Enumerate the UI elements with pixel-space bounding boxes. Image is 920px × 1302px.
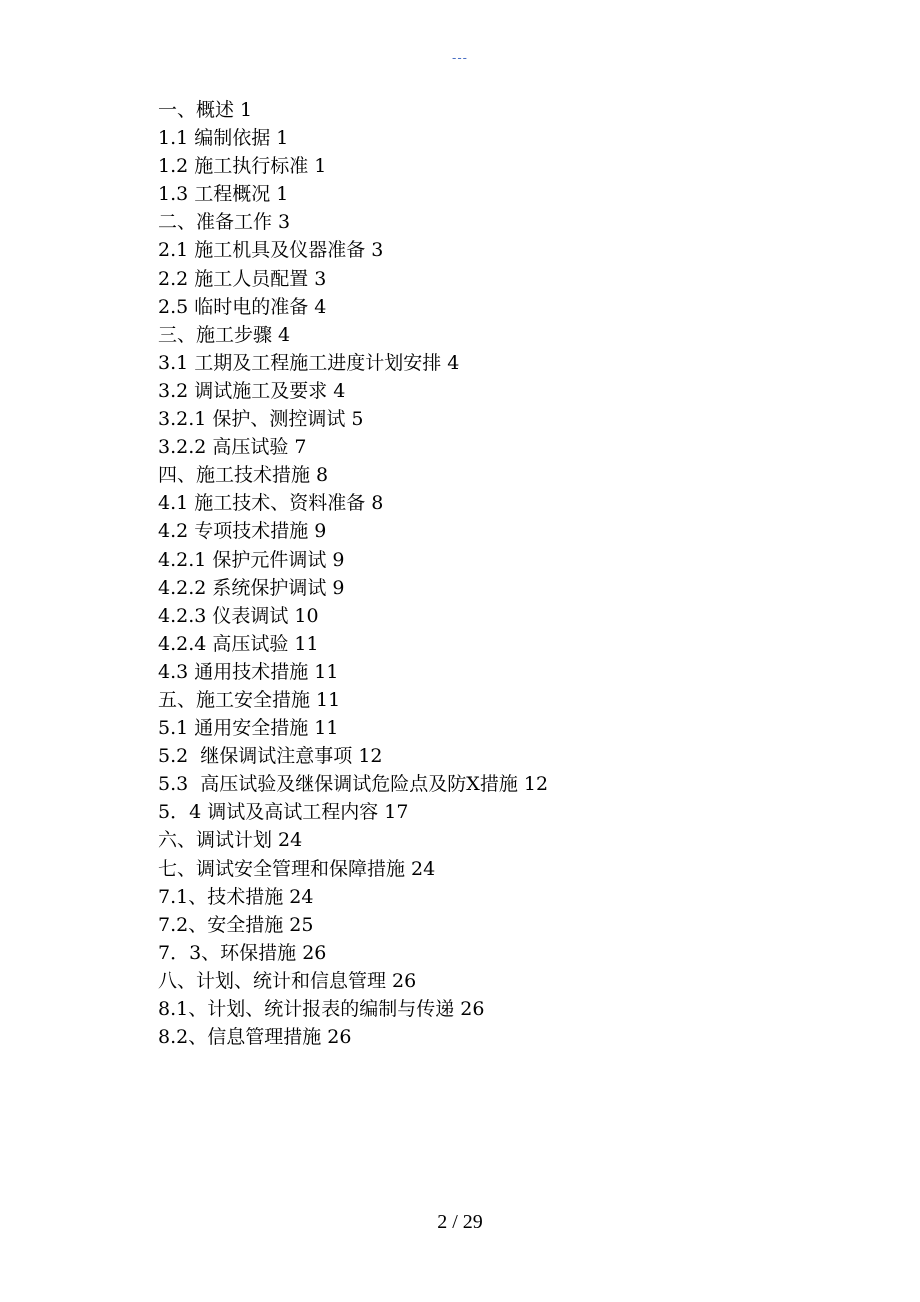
toc-entry[interactable]: 7．3、环保措施 26: [158, 941, 327, 964]
toc-entry[interactable]: 3.2 调试施工及要求 4: [158, 379, 346, 402]
toc-entry[interactable]: 5.2 继保调试注意事项 12: [158, 745, 383, 768]
toc-entry[interactable]: 1.3 工程概况 1: [158, 183, 289, 206]
toc-entry[interactable]: 7.2、安全措施 25: [158, 913, 314, 936]
toc-entry[interactable]: 八、计划、统计和信息管理 26: [158, 969, 417, 992]
toc-entry[interactable]: 5.1 通用安全措施 11: [158, 717, 339, 740]
toc-entry[interactable]: 四、施工技术措施 8: [158, 464, 329, 487]
toc-entry[interactable]: 3.2.2 高压试验 7: [158, 436, 307, 459]
table-of-contents: [158, 96, 548, 1051]
toc-entry[interactable]: 7.1、技术措施 24: [158, 885, 314, 908]
toc-entry[interactable]: 4.2.3 仪表调试 10: [158, 604, 319, 627]
toc-entry[interactable]: 2.1 施工机具及仪器准备 3: [158, 239, 384, 262]
toc-entry[interactable]: 一、概述 1: [158, 99, 253, 121]
toc-entry[interactable]: 二、准备工作 3: [158, 211, 291, 234]
toc-entry[interactable]: 4.2.2 系统保护调试 9: [158, 576, 345, 599]
toc-entry[interactable]: 4.2.4 高压试验 11: [158, 632, 319, 655]
toc-entry[interactable]: 5．4 调试及高试工程内容 17: [158, 801, 409, 824]
toc-entry[interactable]: 五、施工安全措施 11: [158, 688, 341, 711]
toc-entry[interactable]: 5.3 高压试验及继保调试危险点及防X措施 12: [158, 773, 549, 796]
toc-entry[interactable]: 2.5 临时电的准备 4: [158, 295, 327, 318]
toc-entry[interactable]: 1.2 施工执行标准 1: [158, 155, 327, 178]
toc-entry[interactable]: 8.2、信息管理措施 26: [158, 1026, 352, 1049]
toc-entry[interactable]: 4.1 施工技术、资料准备 8: [158, 492, 384, 515]
toc-entry[interactable]: 4.3 通用技术措施 11: [158, 660, 339, 683]
toc-entry[interactable]: 三、施工步骤 4: [158, 323, 291, 346]
toc-entry[interactable]: 8.1、计划、统计报表的编制与传递 26: [158, 998, 485, 1020]
toc-entry[interactable]: 1.1 编制依据 1: [158, 127, 289, 150]
toc-entry[interactable]: 4.2 专项技术措施 9: [158, 520, 327, 543]
toc-entry[interactable]: 六、调试计划 24: [158, 829, 303, 852]
toc-entry[interactable]: 七、调试安全管理和保障措施 24: [158, 857, 436, 880]
toc-entry[interactable]: 3.1 工期及工程施工进度计划安排 4: [158, 351, 460, 374]
toc-entry[interactable]: 2.2 施工人员配置 3: [158, 267, 327, 290]
toc-entry[interactable]: 4.2.1 保护元件调试 9: [158, 548, 345, 571]
page-number: 2 / 29: [437, 1211, 483, 1233]
header-mark: ---: [452, 50, 468, 65]
toc-entry[interactable]: 3.2.1 保护、测控调试 5: [158, 408, 364, 431]
